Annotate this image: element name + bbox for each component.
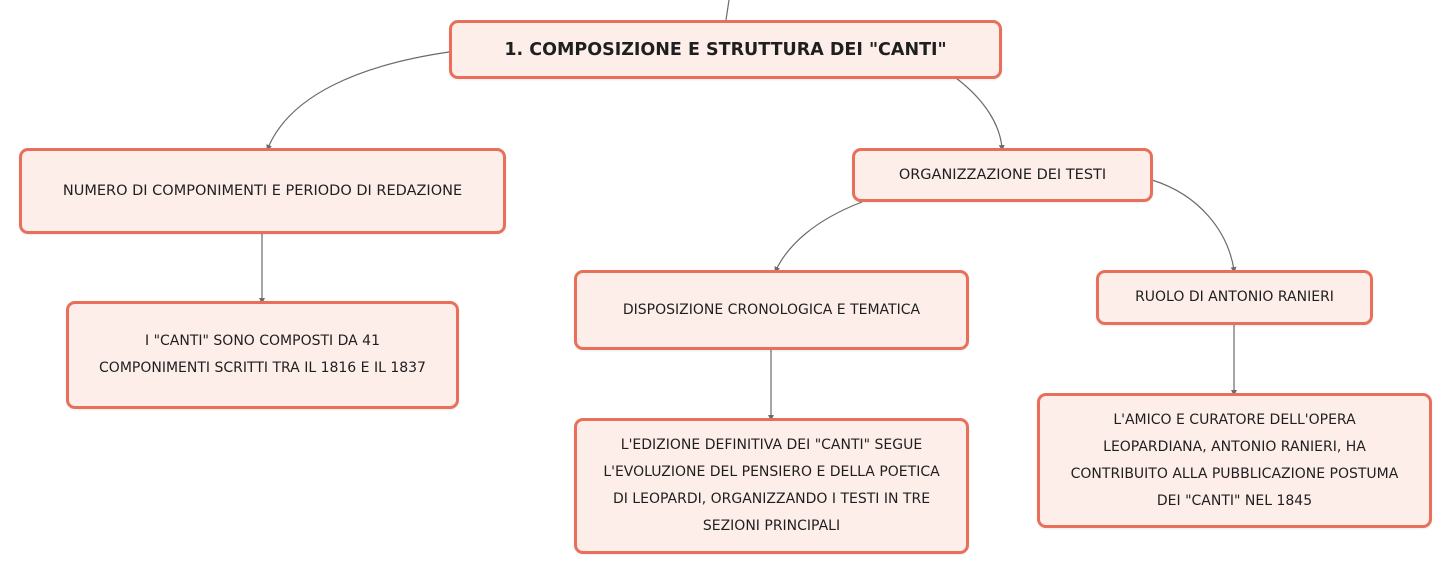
numero-componimenti-node[interactable] xyxy=(19,148,506,234)
organizzazione-testi-label: ORGANIZZAZIONE DEI TESTI xyxy=(898,166,1107,183)
disposizione-label: DISPOSIZIONE CRONOLOGICA E TEMATICA xyxy=(622,301,921,318)
connector-organizzazione-disposizione xyxy=(776,202,862,270)
ruolo-ranieri-node[interactable] xyxy=(1096,270,1373,325)
connector-root-organizzazione xyxy=(956,78,1002,148)
connector-root-numero xyxy=(268,52,449,148)
ruolo-ranieri-label: RUOLO DI ANTONIO RANIERI xyxy=(1135,289,1334,305)
connector-organizzazione-ruolo xyxy=(1152,180,1234,270)
canti-composti-node[interactable] xyxy=(66,301,459,409)
canti-composti-label: I "CANTI" SONO COMPOSTI DA 41 COMPONIMENTI SCRITTI TRA IL 1816 E IL 1837 xyxy=(99,333,426,376)
amico-curatore-node[interactable] xyxy=(1037,393,1432,528)
root-topic-label: 1. COMPOSIZIONE E STRUTTURA DEI "CANTI" xyxy=(504,39,947,60)
numero-componimenti-label: NUMERO DI COMPONIMENTI E PERIODO DI REDAZIONE xyxy=(62,182,463,199)
disposizione-node[interactable] xyxy=(574,270,969,350)
edizione-definitiva-node[interactable] xyxy=(574,418,969,554)
edizione-definitiva-label: L'EDIZIONE DEFINITIVA DEI "CANTI" SEGUE L'EVOLUZIONE DEL PENSIERO E DELLA POETICA DI LEOPARDI, ORGANIZZANDO I TESTI IN TRE SEZIONI PRINCIPALI xyxy=(603,437,940,534)
organizzazione-testi-node[interactable] xyxy=(852,148,1153,202)
root-topic-node[interactable] xyxy=(449,20,1002,79)
amico-curatore-label: L'AMICO E CURATORE DELL'OPERA LEOPARDIANA, ANTONIO RANIERI, HA CONTRIBUITO ALLA PUBBLICAZIONE POSTUMA DEI "CANTI" NEL 1845 xyxy=(1070,411,1399,509)
connector-parent-root xyxy=(726,0,729,20)
